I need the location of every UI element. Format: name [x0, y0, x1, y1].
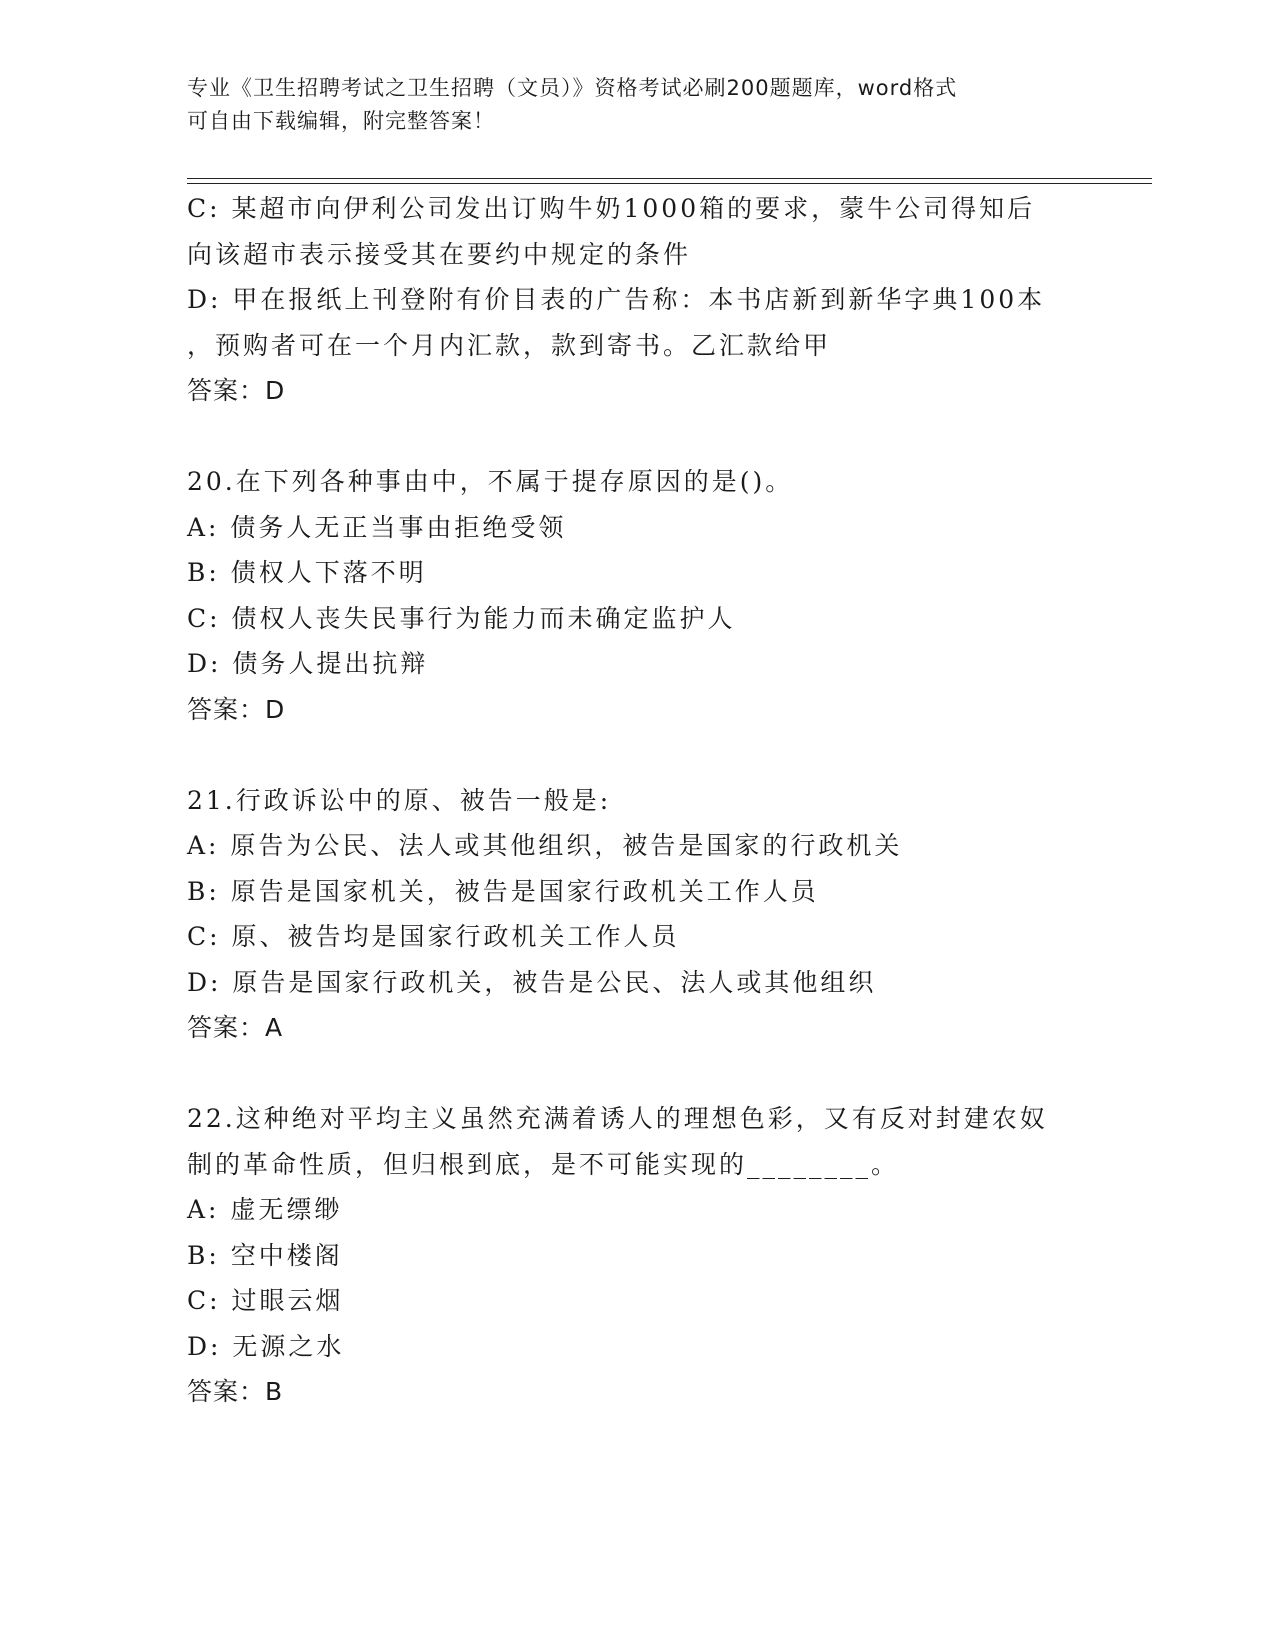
- question-21: [187, 778, 1087, 1051]
- question-22: [187, 1096, 1087, 1415]
- header-line-1: 专业《卫生招聘考试之卫生招聘（文员）》资格考试必刷200题题库，word格式: [187, 76, 958, 100]
- option-c-line-1: C: 某超市向伊利公司发出订购牛奶1000箱的要求，蒙牛公司得知后: [187, 194, 1036, 223]
- header-divider-bottom: [187, 183, 1152, 184]
- answer-label: 答案：B: [187, 1377, 284, 1406]
- option-a: A: 债务人无正当事由拒绝受领: [187, 512, 567, 542]
- answer-label: 答案：D: [187, 376, 286, 405]
- question-stem: 21.行政诉讼中的原、被告一般是:: [187, 785, 612, 815]
- option-d: D: 原告是国家行政机关，被告是公民、法人或其他组织: [187, 967, 877, 997]
- option-d-line-2: ，预购者可在一个月内汇款，款到寄书。乙汇款给甲: [187, 330, 832, 360]
- question-20: [187, 459, 1087, 732]
- option-c: C: 原、被告均是国家行政机关工作人员: [187, 922, 680, 951]
- spacer: [187, 1051, 1087, 1097]
- option-d: D: 无源之水: [187, 1331, 345, 1361]
- option-a: A: 原告为公民、法人或其他组织，被告是国家的行政机关: [187, 831, 903, 860]
- spacer: [187, 732, 1087, 778]
- question-stem: 20.在下列各种事由中，不属于提存原因的是()。: [187, 467, 794, 496]
- option-b: B: 债权人下落不明: [187, 558, 427, 587]
- spacer: [187, 414, 1087, 460]
- option-a: A: 虚无缥缈: [187, 1195, 343, 1224]
- question-19-continued: [187, 186, 1087, 414]
- option-c: C: 过眼云烟: [187, 1286, 344, 1315]
- option-d-line-1: D: 甲在报纸上刊登附有价目表的广告称：本书店新到新华字典100本: [187, 285, 1046, 314]
- option-c: C: 债权人丧失民事行为能力而未确定监护人: [187, 603, 736, 633]
- option-c-line-2: 向该超市表示接受其在要约中规定的条件: [187, 239, 692, 269]
- answer-label: 答案：D: [187, 694, 286, 724]
- question-stem-line-1: 22.这种绝对平均主义虽然充满着诱人的理想色彩，又有反对封建农奴: [187, 1104, 1048, 1133]
- question-content: [187, 186, 1087, 1415]
- answer-label: 答案：A: [187, 1013, 284, 1042]
- option-b: B: 空中楼阁: [187, 1240, 343, 1270]
- option-b: B: 原告是国家机关，被告是国家行政机关工作人员: [187, 876, 819, 906]
- header-divider-top: [187, 178, 1152, 179]
- header-line-2: 可自由下载编辑，附完整答案！: [187, 109, 495, 133]
- question-stem-line-2: 制的革命性质，但归根到底，是不可能实现的________。: [187, 1149, 900, 1179]
- document-header: [187, 72, 1067, 138]
- option-d: D: 债务人提出抗辩: [187, 649, 429, 678]
